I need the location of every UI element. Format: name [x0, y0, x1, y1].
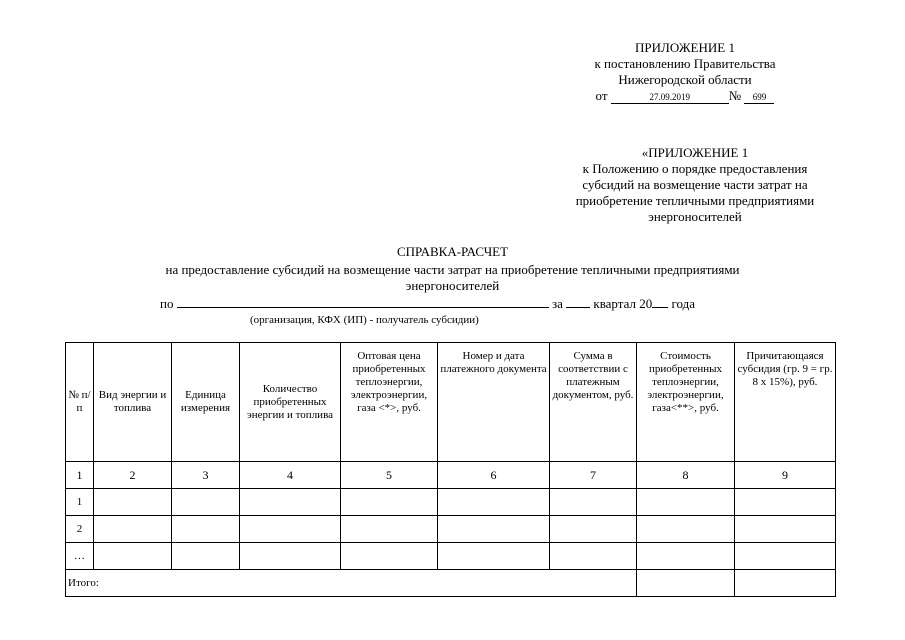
table-cell[interactable]	[735, 516, 836, 543]
document-title: СПРАВКА-РАСЧЕТ	[396, 244, 509, 259]
column-number: 3	[172, 462, 240, 489]
table-cell[interactable]	[172, 543, 240, 570]
column-number: 8	[637, 462, 735, 489]
table-cell[interactable]	[735, 489, 836, 516]
row-number: …	[66, 543, 94, 570]
table-cell[interactable]	[438, 516, 550, 543]
column-number: 1	[66, 462, 94, 489]
row-number: 1	[66, 489, 94, 516]
appendix-2-line4: приобретение тепличными предприятиями	[575, 193, 815, 208]
table-row	[66, 516, 836, 543]
header-cell: № п/п	[66, 343, 94, 462]
row-number: 2	[66, 516, 94, 543]
table-row	[66, 543, 836, 570]
table-cell[interactable]	[550, 489, 637, 516]
table-cell[interactable]	[637, 489, 735, 516]
organization-note: (организация, КФХ (ИП) - получатель субсидии)	[250, 314, 479, 326]
table-cell[interactable]	[94, 489, 172, 516]
total-label: Итого:	[66, 570, 637, 597]
column-number: 5	[341, 462, 438, 489]
table-cell[interactable]	[172, 489, 240, 516]
from-label: от	[595, 88, 608, 103]
appendix-2-line2: к Положению о порядке предоставления	[582, 161, 808, 176]
year-blank	[652, 307, 668, 308]
appendix-1-block	[560, 40, 810, 104]
table-cell[interactable]	[240, 543, 341, 570]
table-cell[interactable]	[550, 516, 637, 543]
calculation-table	[65, 342, 836, 597]
resolution-date: 27.09.2019	[611, 91, 729, 104]
organization-blank	[177, 307, 549, 308]
table-cell[interactable]	[735, 543, 836, 570]
quarter-blank	[566, 307, 590, 308]
table-cell[interactable]	[438, 489, 550, 516]
table-cell[interactable]	[341, 543, 438, 570]
header-row	[66, 343, 836, 462]
column-number: 2	[94, 462, 172, 489]
column-number: 6	[438, 462, 550, 489]
subtitle-line-1: на предоставление субсидий на возмещение части затрат на приобретение тепличными предприятиями	[165, 262, 740, 277]
column-number-row	[66, 462, 836, 489]
appendix-1-line2: к постановлению Правительства	[594, 56, 776, 71]
header-cell: Стоимость приобретенных теплоэнергии, электроэнергии, газа<**>, руб.	[637, 343, 735, 462]
table-cell[interactable]	[94, 543, 172, 570]
appendix-2-block	[530, 145, 860, 225]
appendix-2-line5: энергоносителей	[648, 209, 742, 224]
column-number: 9	[735, 462, 836, 489]
subtitle-line-2: энергоносителей	[405, 278, 500, 293]
table-cell[interactable]	[550, 543, 637, 570]
header-cell: Количество приобретенных энергии и топлива	[240, 343, 341, 462]
column-number: 7	[550, 462, 637, 489]
table-cell[interactable]	[637, 516, 735, 543]
number-label: №	[728, 88, 742, 103]
total-cell-9[interactable]	[735, 570, 836, 597]
table-cell[interactable]	[94, 516, 172, 543]
table-cell[interactable]	[637, 543, 735, 570]
column-number: 4	[240, 462, 341, 489]
appendix-1-line3: Нижегородской области	[618, 72, 752, 87]
appendix-2-title: «ПРИЛОЖЕНИЕ 1	[641, 145, 749, 160]
header-cell: Сумма в соответствии с платежным документом, руб.	[550, 343, 637, 462]
header-cell: Причитающаяся субсидия (гр. 9 = гр. 8 x 15%), руб.	[735, 343, 836, 462]
appendix-1-title: ПРИЛОЖЕНИЕ 1	[635, 40, 735, 55]
table-cell[interactable]	[172, 516, 240, 543]
resolution-number: 699	[744, 91, 774, 104]
appendix-2-line3: субсидий на возмещение части затрат на	[582, 177, 808, 192]
po-label: по	[160, 296, 174, 311]
table-cell[interactable]	[240, 489, 341, 516]
total-cell-8[interactable]	[637, 570, 735, 597]
appendix-1-date-row	[560, 88, 810, 104]
total-row	[66, 570, 836, 597]
table-cell[interactable]	[240, 516, 341, 543]
header-cell: Номер и дата платежного документа	[438, 343, 550, 462]
period-row	[160, 296, 780, 312]
table-cell[interactable]	[341, 516, 438, 543]
za-label: за	[551, 296, 563, 311]
table-cell[interactable]	[341, 489, 438, 516]
table-cell[interactable]	[438, 543, 550, 570]
document-subtitle	[80, 262, 825, 294]
quarter-label: квартал 20	[593, 296, 653, 311]
header-cell: Единица измерения	[172, 343, 240, 462]
table-row	[66, 489, 836, 516]
header-cell: Вид энергии и топлива	[94, 343, 172, 462]
header-cell: Оптовая цена приобретенных теплоэнергии, электроэнергии, газа <*>, руб.	[341, 343, 438, 462]
year-label: года	[671, 296, 695, 311]
